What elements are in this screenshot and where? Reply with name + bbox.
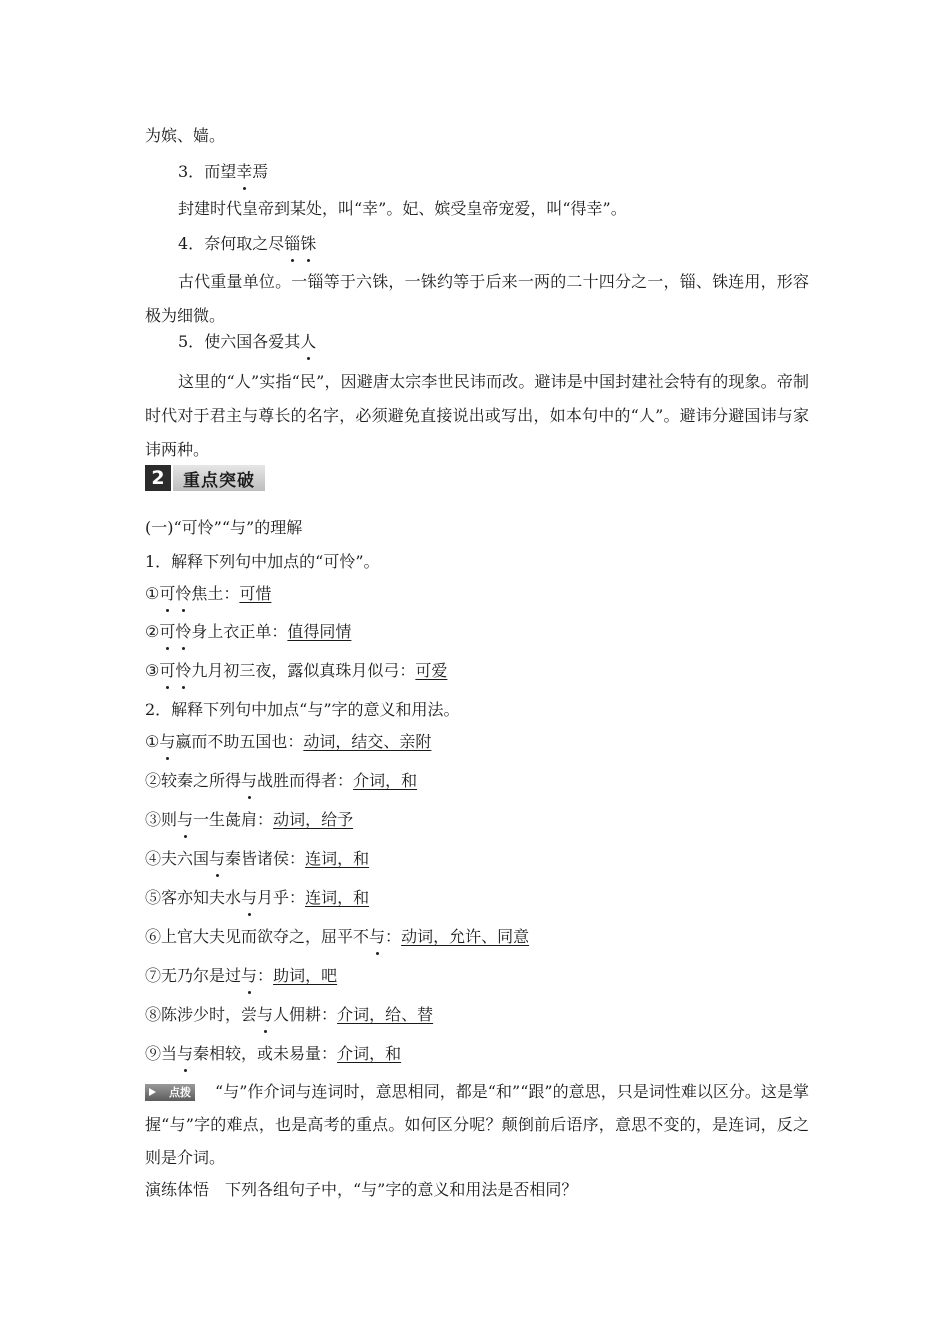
dotted-char: 人 <box>300 332 317 351</box>
dotted-char: 与 <box>159 732 176 751</box>
dotted-char: 可 <box>159 622 176 641</box>
yu-item <box>145 809 353 831</box>
dotted-char: 与 <box>241 771 258 790</box>
item-text: 而望 <box>204 162 237 181</box>
item-text: 奈何取之尽 <box>204 234 285 253</box>
section-title: 重点突破 <box>173 465 265 491</box>
answer-text: 介词，和 <box>337 1044 402 1063</box>
question-2: 2．解释下列句中加点“与”字的意义和用法。 <box>145 700 460 719</box>
item-text: 一生彘肩： <box>193 810 274 829</box>
dotted-char: 与 <box>369 927 386 946</box>
circle-number: ⑦ <box>145 966 162 985</box>
text-line: 为嫔、嫱。 <box>145 126 226 145</box>
yu-item <box>145 1043 401 1065</box>
dotted-char: 怜 <box>175 584 192 603</box>
item-text: 夫六国 <box>161 849 210 868</box>
circle-number: ⑧ <box>145 1005 162 1024</box>
tip-text: “与”作介词与连词时，意思相同，都是“和”“跟”的意思，只是词性难以区分。这是掌握“与”字的难点，也是高考的重点。如何区分呢？颠倒前后语序，意思不变的，是连词，反之则是介词。 <box>145 1082 809 1167</box>
circle-number: ⑥ <box>145 927 162 946</box>
item-text: 客亦知夫水 <box>161 888 242 907</box>
dotted-char: 铢 <box>300 234 317 253</box>
dotted-char: 怜 <box>175 661 192 680</box>
item-number: 5． <box>178 332 205 351</box>
circle-number: ⑨ <box>145 1044 162 1063</box>
item-text: 当 <box>161 1044 178 1063</box>
yu-item <box>145 1004 433 1026</box>
item-text: 月乎： <box>257 888 306 907</box>
circle-number: ② <box>145 771 162 790</box>
item-text: 上官大夫见而欲夺之，屈平不 <box>161 927 370 946</box>
annotation-explanation-5: 这里的“人”实指“民”，因避唐太宗李世民讳而改。避讳是中国封建社会特有的现象。帝制时代对于君主与尊长的名字，必须避免直接说出或写出，如本句中的“人”。避讳分避国讳与家讳两种。 <box>145 372 809 459</box>
answer-text: 动词，结交、亲附 <box>303 732 432 751</box>
dotted-char: 与 <box>241 966 258 985</box>
answer-text: 值得同情 <box>287 622 352 641</box>
circle-number: ② <box>145 622 160 641</box>
item-number: 3． <box>178 162 205 181</box>
answer-text: 助词，吧 <box>273 966 338 985</box>
dotted-char: 幸 <box>236 162 253 181</box>
item-text: 使六国各爱其 <box>204 332 301 351</box>
item-text: 较秦之所得 <box>161 771 242 790</box>
dotted-char: 可 <box>159 661 176 680</box>
tip-badge: 点拨 <box>145 1084 195 1101</box>
answer-text: 可惜 <box>239 584 272 603</box>
item-number: 4． <box>178 234 205 253</box>
dotted-char: 怜 <box>175 622 192 641</box>
yu-item <box>145 848 369 870</box>
item-text: 战胜而得者： <box>257 771 354 790</box>
circle-number: ⑤ <box>145 888 162 907</box>
subsection-title: (一)“可怜”“与”的理解 <box>145 518 303 537</box>
annotation-item-5 <box>178 331 316 353</box>
item-text: 九月初三夜，露似真珠月似弓： <box>191 661 416 680</box>
circle-number: ① <box>145 732 160 751</box>
dotted-char: 可 <box>159 584 176 603</box>
circle-number: ④ <box>145 849 162 868</box>
item-text: 秦相较，或未易量： <box>193 1044 338 1063</box>
item-text: 人佣耕： <box>273 1005 338 1024</box>
item-text: 无乃尔是过 <box>161 966 242 985</box>
yu-item <box>145 926 529 948</box>
circle-number: ③ <box>145 661 160 680</box>
yu-item <box>145 887 369 909</box>
section-header <box>145 465 265 491</box>
dotted-char: 与 <box>177 1044 194 1063</box>
item-text: 身上衣正单： <box>191 622 288 641</box>
kelian-item <box>145 621 351 643</box>
item-text: 焉 <box>252 162 269 181</box>
circle-number: ③ <box>145 810 162 829</box>
item-text: 嬴而不助五国也： <box>175 732 304 751</box>
item-text: 则 <box>161 810 178 829</box>
annotation-item-4 <box>178 233 316 255</box>
answer-text: 连词，和 <box>305 849 370 868</box>
item-text: 焦土： <box>191 584 240 603</box>
dotted-char: 与 <box>241 888 258 907</box>
annotation-explanation-4: 古代重量单位。一锱等于六铢，一铢约等于后来一两的二十四分之一，锱、铢连用，形容极为细微。 <box>145 272 809 325</box>
tip-paragraph <box>145 1075 809 1174</box>
question-1: 1．解释下列句中加点的“可怜”。 <box>145 552 380 571</box>
answer-text: 介词，和 <box>353 771 418 790</box>
dotted-char: 与 <box>209 849 226 868</box>
yu-item <box>145 770 417 792</box>
item-text: ： <box>257 966 274 985</box>
answer-text: 动词，允许、同意 <box>401 927 530 946</box>
item-text: 陈涉少时，尝 <box>161 1005 258 1024</box>
kelian-item <box>145 583 271 605</box>
yu-item <box>145 965 337 987</box>
dotted-char: 与 <box>177 810 194 829</box>
annotation-item-3 <box>178 161 268 183</box>
kelian-item <box>145 660 447 682</box>
annotation-explanation-3: 封建时代皇帝到某处，叫“幸”。妃、嫔受皇帝宠爱，叫“得幸”。 <box>178 199 627 218</box>
dotted-char: 锱 <box>284 234 301 253</box>
circle-number: ① <box>145 584 160 603</box>
item-text: ： <box>385 927 402 946</box>
practice-prompt: 演练体悟 下列各组句子中，“与”字的意义和用法是否相同？ <box>145 1180 578 1199</box>
dotted-char: 与 <box>257 1005 274 1024</box>
answer-text: 可爱 <box>415 661 448 680</box>
answer-text: 动词，给予 <box>273 810 354 829</box>
section-number: 2 <box>145 465 171 491</box>
answer-text: 介词，给、替 <box>337 1005 434 1024</box>
item-text: 秦皆诸侯： <box>225 849 306 868</box>
answer-text: 连词，和 <box>305 888 370 907</box>
yu-item <box>145 731 431 753</box>
